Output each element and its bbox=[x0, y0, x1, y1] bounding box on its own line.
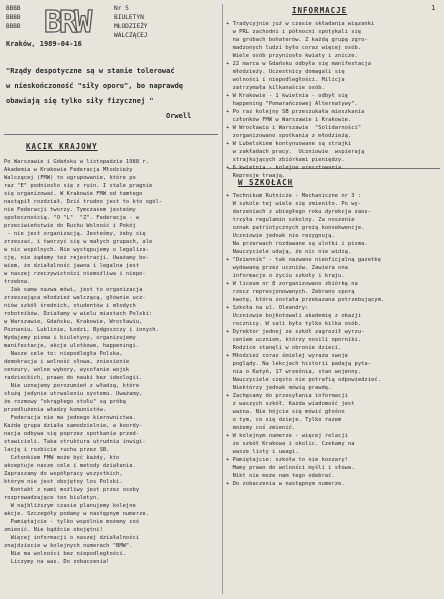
place: Kraków, bbox=[6, 40, 36, 48]
issue-block bbox=[114, 4, 194, 40]
quote-line: "Rządy despotyczne są w stanie tolerować bbox=[6, 67, 175, 75]
divider bbox=[4, 134, 218, 135]
right-bottom-text: + Technikum Rutnicze - Mechaniczne nr 3 : W szkole tej wiele się zmieniło. Po wy- darzeniach z ubiegłego roku dyrekcja zaos- trzyła regulamin szkolny. Za noszenie oznak patriotycznych grożą konsekwencje. Uczniowie jednak nie rezygnują. Na przerwach rozdawane są ulotki i pisma. Nauczyciele udają, że nic nie widzą. + "Dziennik" - tak nazwano nieoficjalną gazetkę wydawaną przez uczniów. Zawiera ona informacje o życiu szkoły i kraju. + W liceum nr 8 zorganizowano zbiórkę na rzecz represjonowanych. Zebrano sporą kwotę, która została przekazana potrzebującym. + Szkoła na ul. Oleandry: Uczniowie bojkotowali akademię z okazji rocznicy. W sali było tylko kilka osób. + Dyrektor jednej ze szkół zagroził wyrzu- ceniem uczniom, którzy nosili oporniki. Rodzice stanęli w obronie dzieci. + Młodzież coraz śmielej wyraża swoje poglądy. Na lekcjach historii padają pyta- nia o Katyń, 17 września, stan wojenny. Nauczyciele często nie potrafią odpowiedzieć. Niektórzy jednak mówią prawdę. + Zachęcamy do przesyłania informacji z waszych szkół. Każda wiadomość jest ważna. Nie bójcie się mówić głośno o tym, co się dzieje. Tylko razem możemy coś zmienić. + W kolejnym numerze - więcej relacji ze szkół Krakowa i okolic. Czekamy na wasze listy i uwagi. + Pamiętajcie: szkoła to nie koszary! Mamy prawo do wolności myśli i słowa. Nikt nie może nam tego odebrać. + Do zobaczenia w następnym numerze. bbox=[226, 193, 385, 487]
masthead-letters bbox=[6, 4, 42, 31]
masthead-letter-row: BBBB bbox=[6, 5, 21, 12]
quote bbox=[6, 64, 218, 109]
quote-author: Orwell bbox=[166, 112, 192, 120]
left-column-text: Po Warszawie i Gdańsku w listopadzie 1988 r. Akademia w Krakowie Federacja Młodzieży Walczącej (FMW) to ugrupowanie, które po raz "E" podniosło się z ruin. I stale pragnie się organizować. W Krakowie FMW od tamtego nastąpił rozdział. Dziś trudno jest to kto ogól- nie Federacji tworzy. Tymczasem jesteśmy społecznością. "O "L" "Z". Federacja - w przeciwieństwie do Ruchu Wolność i Pokój - nie jest organizacją. Jesteśmy, żeby się zrzeszać, i tworzyć się w małych grupach, ale w nic wspólnych. Nie występujemy o legaliza- cję, nie żądamy też rejestracji. Uważamy bo- wiem, że działalność jawna i legalna jest w naszej rzeczywistości niemożliwa i niepo- trzebna. Jak sama nazwa mówi, jest to organizacja zrzeszająca młodzież walczącą, głównie ucz- niów szkół średnich, studentów i młodych robotników. Działamy w wielu miastach Polski: w Warszawie, Gdańsku, Krakowie, Wrocławiu, Poznaniu, Lublinie, Łodzi, Bydgoszczy i innych. Wydajemy pisma i biuletyny, organizujemy manifestacje, akcje ulotkowe, happeningi. Nasze cele to: niepodległa Polska, demokracja i wolność słowa, zniesienie cenzury, wolne wybory, wycofanie wojsk radzieckich, prawo do nauki bez ideologii. Nie uznajemy porozumień z władzą, które służą jedynie utrwaleniu systemu. Uważamy, że rozmowy "okrągłego stołu" są próbą przedłużenia władzy komunistów. Federacja nie ma jednego kierownictwa. Każda grupa działa samodzielnie, a koordy- nacja odbywa się poprzez spotkania przed- stawicieli. Taka struktura utrudnia inwigi- lację i rozbicie ruchu przez SB. Członkiem FMW może być każdy, kto akceptuje nasze cele i metody działania. Zapraszamy do współpracy wszystkich, którym nie jest obojętny los Polski. Kontakt z nami możliwy jest przez osoby rozprowadzające ten biuletyn. W najbliższym czasie planujemy kolejne akcje. Szczegóły podamy w następnym numerze. Pamiętajcie - tylko wspólnie możemy coś zmienić. Nie bądźcie obojętni! Więcej informacji o naszej działalności znajdziecie w kolejnych numerach "BMW". Nie ma wolności bez niepodległości. Liczymy na was. Do zobaczenia! bbox=[4, 159, 163, 565]
page-number: 1 bbox=[431, 4, 436, 12]
bmw-logo bbox=[43, 4, 115, 40]
section-title-informacje: INFORMACJE bbox=[292, 6, 348, 15]
section-title-w-szkolach: W SZKOŁACH bbox=[238, 178, 294, 187]
masthead-letter-row: BBBB bbox=[6, 14, 21, 21]
bulletin-line: BIULETYN bbox=[114, 14, 144, 21]
section-title-kacik-krajowy: KĄCIK KRAJOWY bbox=[26, 142, 98, 151]
bulletin-line: MŁODZIEŻY bbox=[114, 23, 148, 30]
right-top-text: + Tradycyjnie już w czasie składania wiązanki w PRL zachodni i północni spotykali się na grobach bohaterów. Z każdą grupą zgro- madzonych ludzi było coraz więcej osób. Wiele osób przyniosło kwiaty i znicze. + 22 marca w Gdańsku odbyła się manifestacja młodzieży. Uczestnicy domagali się wolności i niepodległości. Milicja zatrzymała kilkanaście osób. + W Krakowie - 1 kwietnia - odbył się happening "Pomarańczowej Alternatywy". + Po raz kolejny SB przeszukała mieszkania członków FMW w Warszawie i Krakowie. + W Wrocławiu i Warszawie "Solidarności" zorganizowano spotkania z młodzieżą. + W Lubelskiem kontynuowane są strajki w zakładach pracy. Uczniowie wspierają strajkujących zbiórkami pieniędzy. + 6 kwietnia - kolejne aresztowania. Represje trwają. bbox=[226, 21, 375, 179]
issue-number: Nr 5 bbox=[114, 5, 129, 12]
column-divider bbox=[222, 4, 223, 594]
date: 1989-04-16 bbox=[39, 40, 82, 48]
quote-line: obawiają się tylko siły fizycznej " bbox=[6, 97, 154, 105]
masthead-letter-row: BBBB bbox=[6, 23, 21, 30]
quote-line: w nieskończoność "siły oporu", bo naprawdę bbox=[6, 82, 184, 90]
bulletin-line: WALCZĄCEJ bbox=[114, 32, 148, 39]
logo-text: BRW bbox=[44, 5, 90, 40]
place-date bbox=[6, 40, 82, 48]
